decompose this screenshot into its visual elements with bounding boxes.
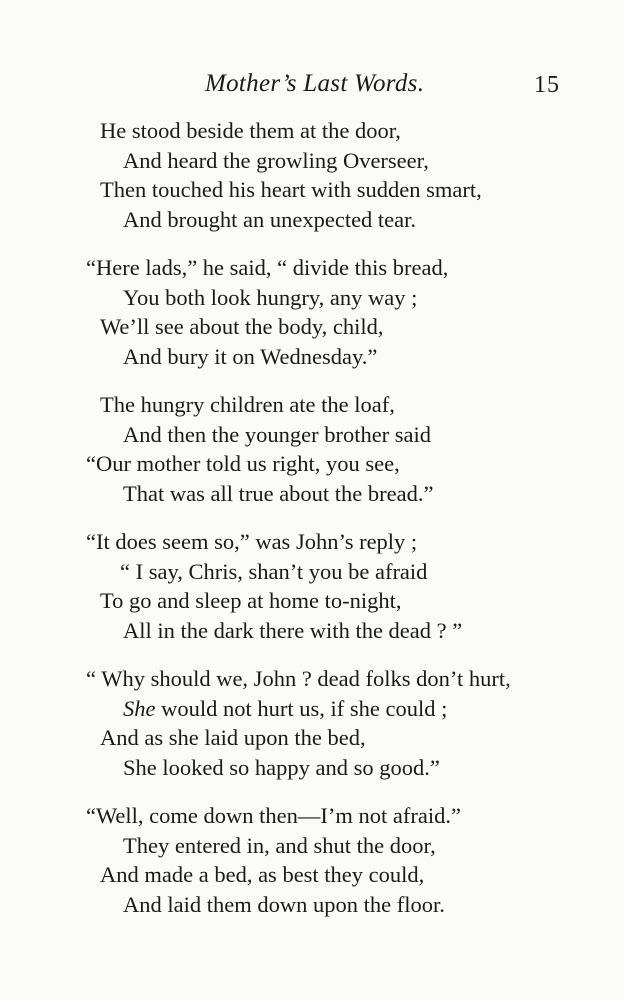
poem-line-rest: would not hurt us, if she could ; (155, 695, 448, 721)
poem-line: We’ll see about the body, child, (100, 314, 384, 339)
poem-line: They entered in, and shut the door, (123, 832, 436, 858)
page-number: 15 (534, 72, 560, 98)
poem-line: The hungry children ate the loaf, (100, 392, 395, 417)
poem-line: And then the younger brother said (123, 421, 432, 447)
poem-line: And brought an unexpected tear. (123, 206, 417, 232)
stanza-1 (0, 116, 624, 234)
stanza-3 (0, 390, 624, 508)
poem-line: To go and sleep at home to-night, (100, 588, 402, 613)
poem-line: “Well, come down then—I’m not afraid.” (86, 803, 461, 828)
poem-line: “Our mother told us right, you see, (86, 451, 400, 476)
poem-line: “ I say, Chris, shan’t you be afraid (120, 558, 428, 584)
poem-line: That was all true about the bread.” (123, 480, 434, 506)
poem-line: And bury it on Wednesday.” (123, 343, 378, 369)
stanza-6 (0, 801, 624, 919)
stanza-5 (0, 664, 624, 782)
italic-she: She (123, 695, 156, 721)
running-title: Mother’s Last Words. (205, 70, 425, 97)
poem-line: Then touched his heart with sudden smart, (100, 177, 482, 202)
poem-line: “ Why should we, John ? dead folks don’t hurt, (86, 666, 511, 691)
stanza-2 (0, 253, 624, 371)
poem-line: “It does seem so,” was John’s reply ; (86, 529, 418, 554)
poem-line: All in the dark there with the dead ? ” (123, 617, 463, 643)
running-head (0, 70, 624, 100)
poem-line: “Here lads,” he said, “ divide this bread, (86, 255, 449, 280)
poem (0, 116, 624, 938)
poem-line: And made a bed, as best they could, (100, 862, 425, 887)
poem-line: She looked so happy and so good.” (123, 754, 440, 780)
poem-line: He stood beside them at the door, (100, 118, 401, 143)
poem-line: You both look hungry, any way ; (123, 284, 418, 310)
stanza-4 (0, 527, 624, 645)
poem-line (0, 694, 624, 724)
poem-line: And laid them down upon the floor. (123, 891, 445, 917)
poem-line: And as she laid upon the bed, (100, 725, 366, 750)
poem-line: And heard the growling Overseer, (123, 147, 429, 173)
